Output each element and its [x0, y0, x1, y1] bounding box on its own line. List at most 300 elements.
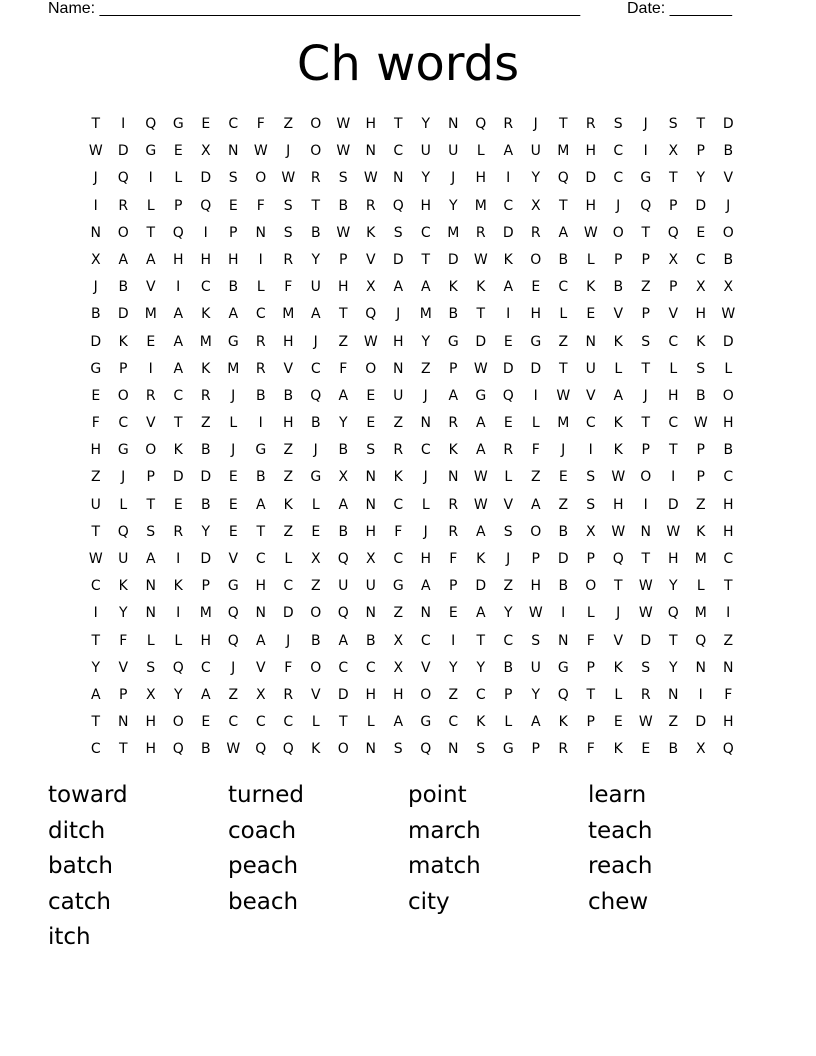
grid-letter: B — [255, 387, 266, 404]
grid-letter: U — [393, 387, 404, 404]
grid-letter: C — [283, 714, 294, 731]
word-list-item: teach — [588, 817, 653, 844]
grid-letter: E — [311, 523, 321, 540]
grid-letter: C — [255, 551, 266, 567]
grid-letter: T — [558, 360, 568, 377]
grid-letter: T — [613, 578, 623, 595]
grid-letter: Z — [503, 578, 514, 595]
word-list-item: catch — [48, 888, 111, 915]
grid-letter: N — [558, 632, 569, 649]
grid-letter: P — [586, 659, 595, 676]
grid-letter: Z — [393, 415, 404, 432]
grid-letter: N — [118, 714, 129, 731]
grid-letter: H — [90, 442, 102, 459]
grid-letter: V — [145, 415, 156, 432]
grid-letter: B — [255, 469, 266, 486]
grid-letter: W — [253, 143, 268, 160]
grid-letter: I — [176, 551, 181, 567]
grid-letter: G — [502, 741, 514, 758]
grid-letter: P — [641, 251, 650, 268]
grid-letter: V — [365, 251, 376, 268]
grid-letter: K — [118, 333, 128, 350]
grid-letter: E — [503, 415, 513, 432]
grid-letter: R — [448, 523, 459, 540]
grid-letter: C — [338, 659, 349, 676]
grid-letter: I — [561, 605, 566, 622]
grid-letter: G — [227, 578, 239, 595]
grid-letter: C — [558, 279, 569, 296]
grid-letter: A — [200, 686, 211, 703]
grid-letter: W — [473, 360, 488, 377]
grid-letter: K — [201, 360, 211, 377]
grid-letter: A — [145, 251, 156, 268]
grid-letter: N — [365, 143, 376, 160]
grid-letter: A — [173, 360, 184, 377]
grid-letter: M — [199, 333, 212, 350]
grid-letter: V — [283, 360, 294, 377]
grid-letter: D — [640, 632, 652, 649]
grid-row — [82, 383, 742, 410]
grid-letter: B — [310, 415, 321, 432]
grid-letter: S — [531, 632, 541, 649]
grid-letter: Y — [421, 116, 431, 132]
grid-letter: Q — [337, 551, 349, 567]
grid-letter: L — [229, 415, 238, 432]
grid-letter: Y — [668, 578, 678, 595]
grid-letter: A — [255, 632, 266, 649]
grid-letter: C — [585, 415, 596, 432]
grid-letter: H — [722, 415, 734, 432]
grid-letter: A — [145, 551, 156, 567]
grid-letter: W — [226, 741, 241, 758]
grid-letter: K — [696, 333, 706, 350]
grid-letter: J — [423, 523, 428, 540]
grid-letter: R — [530, 224, 541, 241]
grid-letter: H — [172, 251, 184, 268]
grid-row — [82, 573, 742, 600]
grid-letter: H — [722, 496, 734, 513]
grid-letter: C — [173, 387, 184, 404]
page-title: Ch words — [296, 36, 520, 92]
grid-letter: N — [585, 333, 596, 350]
grid-letter: I — [93, 197, 98, 214]
grid-letter: T — [558, 116, 568, 132]
grid-letter: X — [723, 279, 734, 296]
grid-letter: D — [475, 333, 487, 350]
grid-letter: P — [669, 197, 678, 214]
grid-letter: I — [121, 116, 126, 132]
grid-letter: L — [256, 279, 265, 296]
word-list — [48, 778, 768, 956]
grid-letter: Y — [503, 605, 513, 622]
grid-letter: X — [310, 551, 321, 567]
grid-letter: T — [173, 415, 183, 432]
grid-letter: O — [365, 360, 377, 377]
grid-row — [82, 492, 742, 519]
word-list-item: peach — [228, 853, 299, 880]
grid-letter: X — [695, 741, 706, 758]
grid-letter: P — [531, 551, 540, 567]
grid-letter: Y — [668, 659, 678, 676]
grid-letter: E — [613, 714, 623, 731]
grid-letter: R — [255, 333, 266, 350]
grid-row — [82, 274, 742, 301]
grid-letter: J — [643, 387, 648, 404]
grid-letter: W — [336, 116, 351, 132]
grid-letter: G — [117, 442, 129, 459]
grid-letter: K — [201, 306, 211, 323]
grid-letter: Q — [722, 741, 734, 758]
grid-letter: Z — [723, 632, 734, 649]
grid-letter: I — [148, 360, 153, 377]
grid-letter: N — [255, 605, 266, 622]
grid-letter: G — [475, 387, 487, 404]
grid-letter: F — [284, 279, 293, 296]
grid-letter: Y — [448, 659, 458, 676]
grid-letter: P — [119, 360, 128, 377]
grid-letter: Y — [118, 605, 128, 622]
grid-letter: P — [696, 143, 705, 160]
grid-letter: D — [90, 333, 102, 350]
grid-letter: R — [173, 523, 184, 540]
grid-letter: W — [473, 469, 488, 486]
grid-letter: Y — [421, 170, 431, 187]
grid-letter: K — [311, 741, 321, 758]
grid-letter: X — [393, 659, 404, 676]
grid-letter: P — [449, 360, 458, 377]
grid-letter: H — [585, 143, 597, 160]
grid-letter: M — [557, 143, 570, 160]
grid-letter: N — [448, 116, 459, 132]
grid-letter: B — [200, 741, 211, 758]
grid-letter: B — [310, 224, 321, 241]
grid-letter: H — [420, 551, 432, 567]
grid-letter: Y — [476, 659, 486, 676]
grid-letter: H — [200, 632, 212, 649]
grid-letter: T — [91, 116, 101, 132]
grid-letter: C — [723, 551, 734, 567]
grid-letter: D — [667, 496, 679, 513]
grid-letter: I — [258, 415, 263, 432]
grid-letter: N — [255, 224, 266, 241]
grid-letter: X — [668, 143, 679, 160]
grid-letter: S — [283, 224, 293, 241]
grid-letter: L — [421, 496, 430, 513]
word-list-item: toward — [48, 782, 128, 808]
grid-letter: J — [286, 143, 291, 160]
grid-letter: D — [557, 551, 569, 567]
grid-row — [82, 138, 742, 165]
grid-letter: A — [338, 496, 349, 513]
grid-letter: B — [558, 251, 569, 268]
grid-letter: Y — [531, 686, 541, 703]
grid-row — [82, 736, 742, 763]
grid-letter: U — [448, 143, 459, 160]
grid-letter: B — [228, 279, 239, 296]
grid-letter: I — [176, 279, 181, 296]
grid-letter: H — [392, 686, 404, 703]
grid-letter: E — [228, 197, 238, 214]
grid-letter: C — [90, 741, 101, 758]
grid-letter: S — [146, 523, 156, 540]
grid-letter: U — [365, 578, 376, 595]
grid-letter: O — [722, 387, 734, 404]
grid-letter: G — [172, 116, 184, 132]
grid-letter: I — [506, 306, 511, 323]
grid-letter: Q — [282, 741, 294, 758]
grid-letter: K — [476, 279, 486, 296]
grid-letter: C — [228, 116, 239, 132]
grid-letter: N — [228, 143, 239, 160]
grid-letter: R — [145, 387, 156, 404]
grid-letter: Z — [310, 578, 321, 595]
grid-letter: G — [255, 442, 267, 459]
grid-letter: B — [365, 632, 376, 649]
grid-letter: A — [338, 632, 349, 649]
grid-letter: S — [393, 741, 403, 758]
grid-letter: B — [200, 496, 211, 513]
grid-letter: J — [643, 116, 648, 132]
grid-letter: W — [473, 496, 488, 513]
grid-letter: B — [695, 387, 706, 404]
grid-letter: T — [91, 714, 101, 731]
grid-letter: A — [393, 279, 404, 296]
grid-letter: S — [393, 224, 403, 241]
grid-letter: Y — [448, 197, 458, 214]
grid-letter: V — [420, 659, 431, 676]
grid-letter: G — [447, 333, 459, 350]
grid-letter: E — [696, 224, 706, 241]
grid-letter: J — [231, 387, 236, 404]
grid-letter: P — [339, 251, 348, 268]
grid-letter: H — [722, 523, 734, 540]
grid-letter: D — [392, 251, 404, 268]
grid-letter: G — [420, 714, 432, 731]
grid-letter: I — [93, 605, 98, 622]
grid-letter: H — [227, 251, 239, 268]
grid-letter: L — [504, 714, 513, 731]
grid-letter: L — [284, 551, 293, 567]
grid-letter: U — [310, 279, 321, 296]
grid-letter: R — [585, 116, 596, 132]
grid-letter: S — [586, 496, 596, 513]
grid-letter: X — [695, 279, 706, 296]
grid-letter: H — [695, 306, 707, 323]
grid-letter: A — [503, 279, 514, 296]
grid-letter: I — [176, 605, 181, 622]
grid-letter: Z — [558, 333, 569, 350]
grid-letter: A — [310, 306, 321, 323]
grid-row — [82, 709, 742, 736]
grid-letter: Y — [173, 686, 183, 703]
grid-letter: P — [174, 197, 183, 214]
grid-letter: E — [146, 333, 156, 350]
grid-letter: O — [585, 578, 597, 595]
grid-letter: Z — [283, 469, 294, 486]
grid-letter: B — [668, 741, 679, 758]
grid-letter: E — [201, 116, 211, 132]
grid-letter: Z — [558, 496, 569, 513]
grid-letter: V — [255, 659, 266, 676]
grid-letter: R — [365, 197, 376, 214]
grid-letter: E — [228, 469, 238, 486]
grid-letter: D — [722, 333, 734, 350]
grid-letter: K — [173, 578, 183, 595]
grid-letter: U — [118, 551, 129, 567]
grid-letter: P — [586, 714, 595, 731]
grid-letter: Q — [475, 116, 487, 132]
grid-letter: S — [503, 523, 513, 540]
grid-letter: R — [558, 741, 569, 758]
word-list-item: chew — [588, 888, 649, 915]
grid-letter: Q — [420, 741, 432, 758]
grid-letter: E — [503, 333, 513, 350]
grid-letter: Z — [393, 605, 404, 622]
grid-letter: T — [421, 251, 431, 268]
grid-letter: M — [557, 415, 570, 432]
grid-letter: M — [199, 605, 212, 622]
grid-letter: P — [696, 469, 705, 486]
grid-letter: P — [201, 578, 210, 595]
grid-letter: R — [118, 197, 129, 214]
grid-letter: Z — [530, 469, 541, 486]
grid-letter: P — [586, 551, 595, 567]
grid-letter: Q — [667, 605, 679, 622]
grid-letter: Z — [668, 714, 679, 731]
grid-letter: W — [611, 469, 626, 486]
grid-letter: A — [558, 224, 569, 241]
grid-letter: L — [531, 415, 540, 432]
word-list-item: batch — [48, 853, 113, 880]
grid-letter: J — [616, 605, 621, 622]
grid-letter: N — [365, 741, 376, 758]
word-list-item: point — [408, 782, 467, 808]
grid-letter: G — [640, 170, 652, 187]
grid-letter: D — [200, 469, 212, 486]
grid-letter: V — [503, 496, 514, 513]
grid-letter: B — [338, 197, 349, 214]
grid-letter: B — [723, 442, 734, 459]
grid-letter: H — [585, 197, 597, 214]
grid-letter: N — [723, 659, 734, 676]
grid-letter: K — [476, 714, 486, 731]
grid-letter: F — [256, 197, 265, 214]
grid-letter: A — [613, 387, 624, 404]
grid-letter: G — [145, 143, 157, 160]
grid-letter: I — [643, 143, 648, 160]
grid-letter: N — [365, 496, 376, 513]
grid-letter: L — [614, 686, 623, 703]
grid-letter: M — [694, 551, 707, 567]
grid-letter: A — [90, 686, 101, 703]
grid-letter: P — [229, 224, 238, 241]
grid-letter: T — [256, 523, 266, 540]
grid-letter: E — [558, 469, 568, 486]
grid-letter: F — [284, 659, 293, 676]
grid-letter: K — [118, 578, 128, 595]
grid-row — [82, 301, 742, 328]
grid-letter: Y — [531, 170, 541, 187]
grid-letter: C — [420, 224, 431, 241]
grid-letter: Q — [640, 197, 652, 214]
grid-letter: E — [173, 143, 183, 160]
grid-letter: T — [668, 442, 678, 459]
grid-letter: N — [90, 224, 101, 241]
grid-letter: D — [502, 224, 514, 241]
grid-letter: L — [586, 605, 595, 622]
grid-letter: Q — [200, 197, 212, 214]
grid-letter: K — [393, 469, 403, 486]
grid-letter: A — [530, 496, 541, 513]
grid-row — [82, 600, 742, 627]
grid-letter: T — [146, 224, 156, 241]
grid-row — [82, 519, 742, 546]
grid-letter: H — [145, 741, 157, 758]
grid-row — [82, 546, 742, 573]
grid-letter: M — [282, 306, 295, 323]
grid-letter: C — [118, 415, 129, 432]
grid-letter: R — [200, 387, 211, 404]
grid-letter: H — [365, 523, 377, 540]
grid-letter: B — [723, 143, 734, 160]
grid-letter: U — [420, 143, 431, 160]
grid-row — [82, 247, 742, 274]
grid-letter: A — [173, 306, 184, 323]
grid-letter: T — [641, 360, 651, 377]
grid-letter: A — [420, 279, 431, 296]
grid-letter: D — [117, 306, 129, 323]
grid-letter: J — [726, 197, 731, 214]
grid-letter: M — [694, 605, 707, 622]
grid-letter: W — [528, 605, 543, 622]
grid-letter: W — [556, 387, 571, 404]
grid-letter: H — [282, 415, 294, 432]
grid-letter: Q — [337, 605, 349, 622]
grid-letter: T — [586, 686, 596, 703]
grid-letter: K — [476, 551, 486, 567]
grid-letter: R — [448, 496, 459, 513]
grid-letter: D — [695, 197, 707, 214]
grid-letter: T — [668, 632, 678, 649]
grid-letter: M — [474, 197, 487, 214]
grid-letter: F — [724, 686, 733, 703]
grid-letter: P — [641, 442, 650, 459]
grid-letter: A — [338, 387, 349, 404]
grid-letter: N — [145, 578, 156, 595]
grid-letter: B — [338, 442, 349, 459]
grid-letter: S — [283, 197, 293, 214]
grid-letter: D — [117, 143, 129, 160]
grid-letter: B — [200, 442, 211, 459]
grid-letter: O — [310, 143, 322, 160]
grid-letter: N — [420, 605, 431, 622]
grid-row — [82, 655, 742, 682]
grid-letter: S — [586, 469, 596, 486]
grid-letter: C — [613, 170, 624, 187]
grid-letter: C — [228, 714, 239, 731]
grid-letter: S — [228, 170, 238, 187]
grid-letter: W — [666, 523, 681, 540]
grid-letter: Q — [172, 224, 184, 241]
grid-letter: S — [338, 170, 348, 187]
grid-letter: W — [88, 551, 103, 567]
grid-letter: W — [611, 523, 626, 540]
grid-letter: I — [588, 442, 593, 459]
grid-letter: P — [614, 251, 623, 268]
grid-letter: P — [146, 469, 155, 486]
grid-letter: O — [530, 523, 542, 540]
grid-letter: U — [90, 496, 101, 513]
